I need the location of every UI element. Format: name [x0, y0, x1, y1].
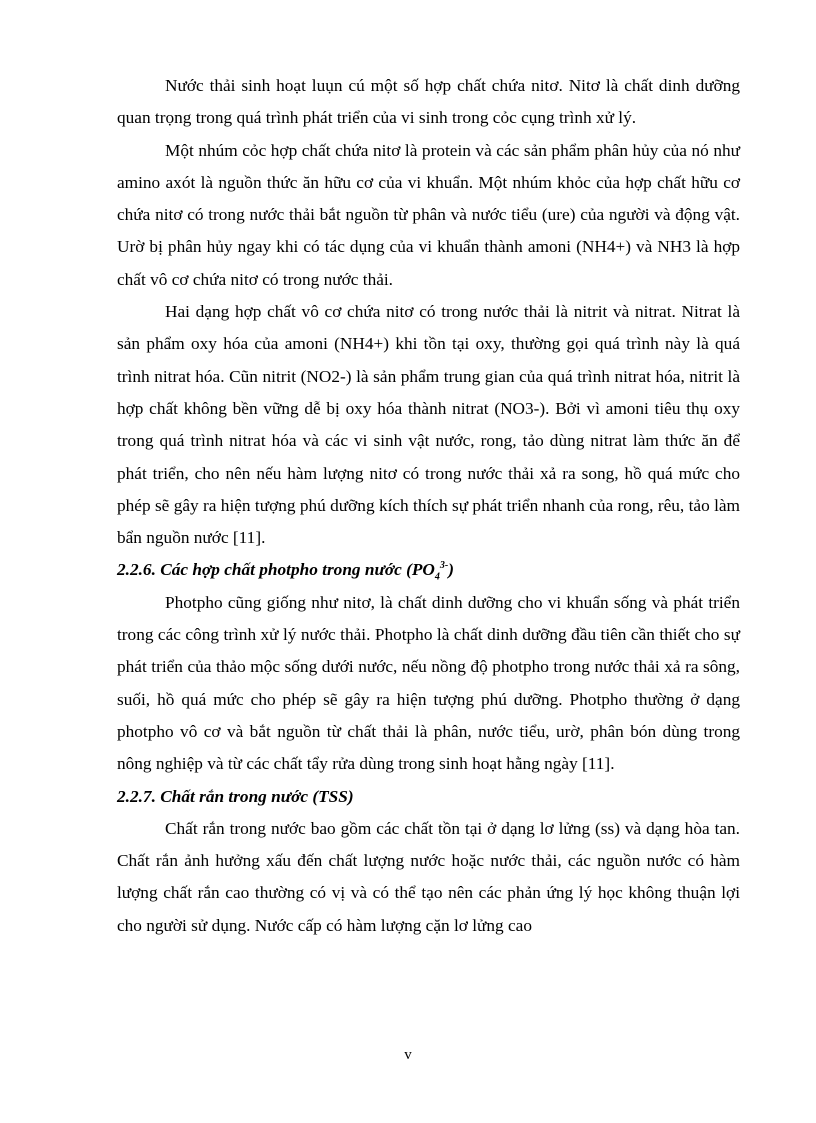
document-page — [117, 70, 740, 942]
heading-section-2-2-6 — [117, 554, 740, 586]
heading-2-2-6-suffix: ) — [448, 560, 455, 580]
heading-2-2-6-subscript: 4 — [434, 571, 440, 583]
heading-section-2-2-7: 2.2.7. Chất rắn trong nước (TSS) — [117, 786, 354, 806]
paragraph-organic-nitrogen: Một nhúm cỏc hợp chất chứa nitơ là protein và các sản phẩm phân hủy của nó như amino axót là nguồn thức ăn hữu cơ của vi khuẩn. Một nhúm khỏc của hợp chất hữu cơ chứa nitơ có trong nước thải bắt nguồn từ phân và nước tiểu (ure) của người và động vật. Urờ bị phân hủy ngay khi có tác dụng của vi khuẩn thành amoni (NH4+) và NH3 là hợp chất vô cơ chứa nitơ có trong nước thải. — [117, 140, 740, 289]
heading-2-2-6-superscript: 3- — [439, 560, 449, 572]
paragraph-solids: Chất rắn trong nước bao gồm các chất tồn tại ở dạng lơ lửng (ss) và dạng hòa tan. Chất rắn ảnh hưởng xấu đến chất lượng nước hoặc nước thải, các nguồn nước có hàm lượng chất rắn cao thường có vị và có thể tạo nên các phản ứng lý học không thuận lợi cho người sử dụng. Nước cấp có hàm lượng cặn lơ lửng cao — [117, 818, 740, 935]
paragraph-nitrogen-intro: Nước thải sinh hoạt luụn cú một số hợp chất chứa nitơ. Nitơ là chất dinh dưỡng quan trọng trong quá trình phát triển của vi sinh trong cỏc cụng trình xử lý. — [117, 76, 740, 128]
paragraph-inorganic-nitrogen: Hai dạng hợp chất vô cơ chứa nitơ có trong nước thải là nitrit và nitrat. Nitrat là sản phẩm oxy hóa của amoni (NH4+) khi tồn tại oxy, thường gọi quá trình này là quá trình nitrat hóa. Cũn nitrit (NO2-) là sản phẩm trung gian của quá trình nitrat hóa, nitrit là hợp chất không bền vững dễ bị oxy hóa thành nitrat (NO3-). Bởi vì amoni tiêu thụ oxy trong quá trình nitrat hóa và các vi sinh vật nước, rong, tảo dùng nitrat làm thức ăn để phát triển, cho nên nếu hàm lượng nitơ có trong nước thải xả ra song, hồ quá mức cho phép sẽ gây ra hiện tượng phú dưỡng kích thích sự phát triển nhanh của rong, rêu, tảo làm bẩn nguồn nước [11]. — [117, 302, 740, 548]
heading-2-2-6-text: 2.2.6. Các hợp chất photpho trong nước (PO — [117, 560, 435, 580]
page-number: v — [404, 1047, 412, 1063]
paragraph-phosphorus: Photpho cũng giống như nitơ, là chất dinh dưỡng cho vi khuẩn sống và phát triển trong các công trình xử lý nước thải. Photpho là chất dinh dưỡng đầu tiên cần thiết cho sự phát triển của thảo mộc sống dưới nước, nếu nồng độ photpho trong nước thải xả ra sông, suối, hồ quá mức cho phép sẽ gây ra hiện tượng phú dưỡng. Photpho thường ở dạng photpho vô cơ và bắt nguồn từ chất thải là phân, nước tiểu, urờ, phân bón dùng trong nông nghiệp và từ các chất tẩy rửa dùng trong sinh hoạt hằng ngày [11]. — [117, 592, 740, 774]
